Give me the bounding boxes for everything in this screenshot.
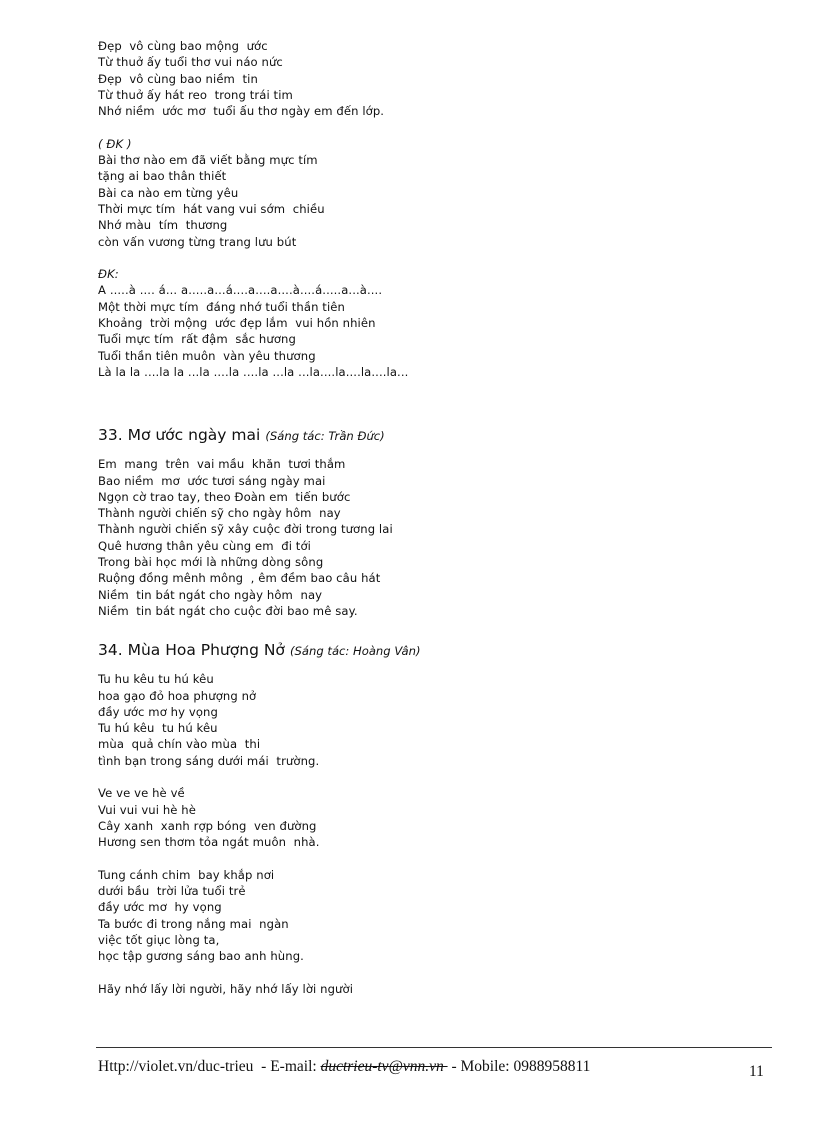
lyric-line: Hãy nhớ lấy lời người, hãy nhớ lấy lời người	[98, 981, 354, 996]
chorus-label: ( ĐK )	[98, 136, 132, 151]
spacer	[98, 619, 788, 639]
spacer	[98, 661, 788, 671]
lyric-line: Ta bước đi trong nắng mai ngàn	[98, 916, 289, 931]
song-heading	[98, 424, 788, 446]
lyric-line: Cây xanh xanh rợp bóng ven đường	[98, 818, 317, 833]
page-footer	[98, 1058, 590, 1076]
spacer	[98, 119, 788, 135]
lyric-line: Là la la ....la la ...la ....la ....la ...la ...la....la....la....la...	[98, 364, 409, 379]
lyric-line: Một thời mực tím đáng nhớ tuổi thần tiên	[98, 299, 345, 314]
song-33	[98, 424, 788, 619]
lyrics-block-3	[98, 266, 788, 380]
footer-email-label: - E-mail:	[253, 1058, 321, 1075]
lyric-line: học tập gương sáng bao anh hùng.	[98, 949, 304, 964]
lyric-line: Ve ve ve hè về	[98, 786, 185, 801]
page-content	[98, 38, 788, 997]
spacer	[98, 250, 788, 266]
song-title: 34. Mùa Hoa Phượng Nở	[98, 641, 285, 660]
lyric-line: Tuổi thần tiên muôn vàn yêu thương	[98, 348, 316, 363]
lyric-line: Thành người chiến sỹ cho ngày hôm nay	[98, 506, 341, 521]
lyric-line: Ruộng đồng mênh mông , êm đềm bao câu hát	[98, 571, 381, 586]
footer-divider	[96, 1047, 772, 1048]
lyric-line: Niềm tin bát ngát cho ngày hôm nay	[98, 587, 323, 602]
lyric-line: mùa quả chín vào mùa thi	[98, 737, 261, 752]
footer-url[interactable]: Http://violet.vn/duc-trieu	[98, 1058, 254, 1075]
song-34	[98, 639, 788, 997]
lyric-line: Tu hu kêu tu hú kêu	[98, 672, 214, 687]
lyric-line: Nhớ niềm ước mơ tuổi ấu thơ ngày em đến lớp.	[98, 104, 385, 119]
lyric-line: tình bạn trong sáng dưới mái trường.	[98, 753, 320, 768]
lyric-line: còn vấn vương từng trang lưu bút	[98, 234, 297, 249]
lyric-line: Thời mực tím hát vang vui sớm chiều	[98, 201, 325, 216]
lyric-line: Trong bài học mới là những dòng sông	[98, 555, 324, 570]
spacer	[98, 380, 788, 424]
lyric-line: Bài ca nào em từng yêu	[98, 185, 239, 200]
lyric-line: Tu hú kêu tu hú kêu	[98, 721, 218, 736]
spacer	[98, 850, 788, 866]
lyrics-block-1	[98, 38, 788, 119]
lyric-line: hoa gạo đỏ hoa phượng nở	[98, 688, 257, 703]
footer-email[interactable]: ductrieu-tv@vnn.vn	[320, 1058, 448, 1075]
lyric-line: tặng ai bao thân thiết	[98, 169, 227, 184]
lyric-line: việc tốt giục lòng ta,	[98, 932, 220, 947]
lyric-line: Quê hương thân yêu cùng em đi tới	[98, 538, 311, 553]
spacer	[98, 965, 788, 981]
lyrics-block-2	[98, 136, 788, 250]
lyric-line: Từ thuở ấy hát reo trong trái tim	[98, 87, 293, 102]
lyric-line: Bài thơ nào em đã viết bằng mực tím	[98, 153, 318, 168]
lyric-line: Đẹp vô cùng bao niềm tin	[98, 71, 258, 86]
lyric-line: Niềm tin bát ngát cho cuộc đời bao mê say.	[98, 603, 358, 618]
lyric-line: Ngọn cờ trao tay, theo Đoàn em tiến bước	[98, 489, 351, 504]
lyric-line: Đẹp vô cùng bao mộng ước	[98, 39, 268, 53]
lyric-line: Tung cánh chim bay khắp nơi	[98, 867, 275, 882]
lyric-line: Bao niềm mơ ước tươi sáng ngày mai	[98, 473, 326, 488]
lyric-line: dưới bầu trời lửa tuổi trẻ	[98, 884, 246, 899]
lyric-line: Thành người chiến sỹ xây cuộc đời trong tương lai	[98, 522, 393, 537]
song-title: 33. Mơ ước ngày mai	[98, 426, 261, 445]
lyric-line: đầy ước mơ hy vọng	[98, 900, 222, 915]
lyric-line: Nhớ màu tím thương	[98, 218, 228, 233]
song-composer: (Sáng tác: Trần Đức)	[265, 429, 385, 444]
song-heading	[98, 639, 788, 661]
lyric-line: Hương sen thơm tỏa ngát muôn nhà.	[98, 835, 320, 850]
lyric-line: Em mang trên vai mầu khăn tươi thắm	[98, 457, 346, 472]
spacer	[98, 446, 788, 456]
lyric-line: Vui vui vui hè hè	[98, 802, 196, 817]
lyric-line: Tuổi mực tím rất đậm sắc hương	[98, 332, 296, 347]
spacer	[98, 769, 788, 785]
chorus-label: ĐK:	[98, 267, 119, 282]
lyric-line: đầy ước mơ hy vọng	[98, 704, 218, 719]
page-number: 11	[749, 1063, 764, 1080]
lyric-line: A .....à .... á... a.....a...á....a....a....à....á.....a...à....	[98, 283, 383, 298]
footer-mobile: - Mobile: 0988958811	[447, 1058, 591, 1075]
song-composer: (Sáng tác: Hoàng Vân)	[290, 644, 421, 659]
lyric-line: Từ thuở ấy tuổi thơ vui náo nức	[98, 55, 283, 70]
lyric-line: Khoảng trời mộng ước đẹp lắm vui hồn nhiên	[98, 316, 376, 331]
